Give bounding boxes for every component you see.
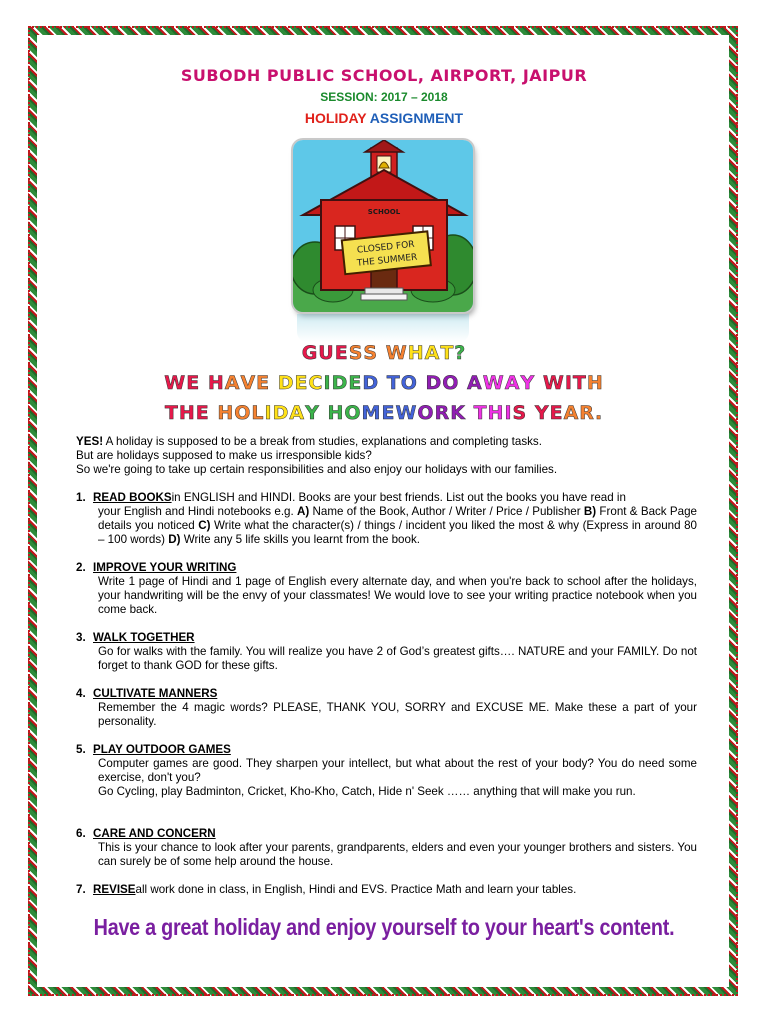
item-number: 4. [76,687,86,700]
item-description-2: Go Cycling, play Badminton, Cricket, Kho-Kho, Catch, Hide n' Seek …… anything that will make you run. [98,785,636,798]
item-number: 7. [76,883,86,896]
item-inline-text: all work done in class, in English, Hindi and EVS. Practice Math and learn your tables. [135,883,577,896]
intro-line3: So we're going to take up certain responsibilities and also enjoy our holidays with our families. [76,463,558,476]
item-number: 6. [76,827,86,840]
item-number: 5. [76,743,86,756]
title-assignment-word: ASSIGNMENT [369,110,464,126]
title-holiday-word: HOLIDAY [304,110,367,126]
banner-line-2: WE HAVE DECIDED TO DO AWAY WITH [164,372,604,394]
school-name-heading: SUBODH PUBLIC SCHOOL, AIRPORT, JAIPUR [180,66,588,85]
item-description: your English and Hindi notebooks e.g. A) Name of the Book, Author / Writer / Price / Publisher B) Front & Back Page details you noticed C) Write what the character(s) / things / incident you liked the most & why (Express in around 80 – 100 words) D) Write any 5 life skills you learnt from the book. [98,505,697,546]
item-number: 1. [76,491,86,504]
item-inline-text: in ENGLISH and HINDI. Books are your best friends. List out the books you have read in [171,491,626,504]
item-label: CARE AND CONCERN [93,827,216,840]
item-description: Computer games are good. They sharpen your intellect, but what about the rest of your body? You do need some exercise, don't you? [98,757,697,784]
school-closed-clipart [293,140,473,312]
item-description: Go for walks with the family. You will realize you have 2 of God’s greatest gifts…. NATURE and your FAMILY. Do not forget to thank GOD for these gifts. [98,645,697,672]
item-description: Remember the 4 magic words? PLEASE, THANK YOU, SORRY and EXCUSE ME. Make these a part of your personality. [98,701,697,728]
session-text: SESSION: 2017 – 2018 [320,90,448,104]
closed-sign-line1: CLOSED FOR [356,239,416,256]
item-description: This is your chance to look after your parents, grandparents, elders and even your younger brothers and sisters. You can surely be of some help around the house. [98,841,697,868]
item-label: WALK TOGETHER [93,631,195,644]
assignment-title [0,110,768,126]
clipart-reflection [297,314,469,342]
list-item [76,561,697,617]
intro-line1: A holiday is supposed to be a break from studies, explanations and completing tasks. [103,435,542,448]
intro-paragraph [76,435,696,477]
list-item [76,743,697,799]
banner-line-3: THE HOLIDAY HOMEWORK THIS YEAR. [164,402,604,424]
item-number: 2. [76,561,86,574]
closed-sign-line2: THE SUMMER [356,252,418,269]
item-label: READ BOOKS [93,491,172,504]
intro-yes: YES! [76,435,104,448]
school-sign-text: SCHOOL [367,208,401,216]
closing-message: Have a great holiday and enjoy yourself to your heart's content. [93,914,675,940]
banner-guess-what: GUESS WHAT? [301,342,467,364]
list-item [76,883,697,897]
list-item [76,491,697,547]
list-item [76,827,697,869]
item-number: 3. [76,631,86,644]
item-label: PLAY OUTDOOR GAMES [93,743,231,756]
list-item [76,631,697,673]
item-description: Write 1 page of Hindi and 1 page of English every alternate day, and when you're back to school after the holidays, your handwriting will be the envy of your classmates! We would love to see your writing practice notebook when you come back. [98,575,697,616]
item-label: REVISE [93,883,136,896]
intro-line2: But are holidays supposed to make us irresponsible kids? [76,449,372,462]
list-item [76,687,697,729]
item-label: IMPROVE YOUR WRITING [93,561,237,574]
item-label: CULTIVATE MANNERS [93,687,218,700]
